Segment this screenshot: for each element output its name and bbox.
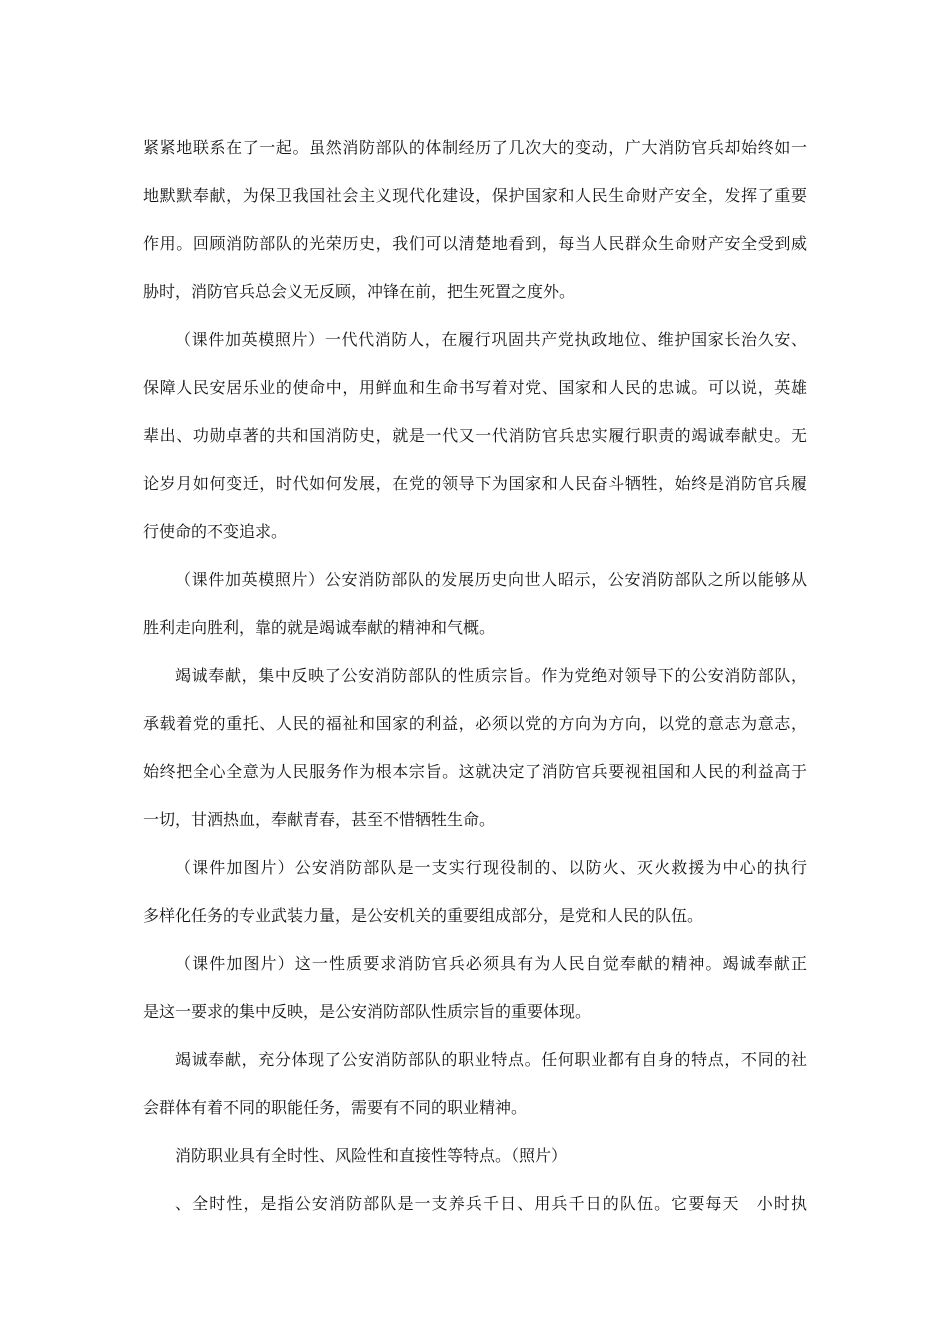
text-line: 始终把全心全意为人民服务作为根本宗旨。这就决定了消防官兵要视祖国和人民的利益高于 (143, 762, 807, 781)
text-line: 承载着党的重托、人民的福祉和国家的利益，必须以党的方向为方向，以党的意志为意志， (143, 714, 807, 733)
text-line: 行使命的不变追求。 (143, 522, 288, 541)
paragraph (143, 1036, 807, 1132)
text-line: （课件加图片）公安消防部队是一支实行现役制的、以防火、灭火救援为中心的执行 (175, 858, 807, 877)
text-line: 竭诚奉献，集中反映了公安消防部队的性质宗旨。作为党绝对领导下的公安消防部队， (175, 666, 807, 685)
text-line: 会群体有着不同的职能任务，需要有不同的职业精神。 (143, 1098, 528, 1117)
text-line: 论岁月如何变迁，时代如何发展，在党的领导下为国家和人民奋斗牺牲，始终是消防官兵履 (143, 474, 807, 493)
text-line: （课件加英模照片）公安消防部队的发展历史向世人昭示，公安消防部队之所以能够从 (175, 570, 807, 589)
text-line: 、全时性，是指公安消防部队是一支养兵千日、用兵千日的队伍。它要每天 小时执 (175, 1194, 807, 1213)
text-line: 胜利走向胜利，靠的就是竭诚奉献的精神和气概。 (143, 618, 496, 637)
paragraph (143, 940, 807, 1036)
paragraph (143, 556, 807, 652)
paragraph (143, 124, 807, 316)
text-line: 消防职业具有全时性、风险性和直接性等特点。（照片） (175, 1146, 568, 1165)
text-line: 保障人民安居乐业的使命中，用鲜血和生命书写着对党、国家和人民的忠诚。可以说，英雄 (143, 378, 807, 397)
paragraph (143, 844, 807, 940)
document-body (143, 124, 807, 1228)
text-line: 多样化任务的专业武装力量，是公安机关的重要组成部分，是党和人民的队伍。 (143, 906, 704, 925)
text-line: 一切，甘洒热血，奉献青春，甚至不惜牺牲生命。 (143, 810, 496, 829)
text-line: （课件加英模照片）一代代消防人，在履行巩固共产党执政地位、维护国家长治久安、 (175, 330, 807, 349)
text-line: 辈出、功勋卓著的共和国消防史，就是一代又一代消防官兵忠实履行职责的竭诚奉献史。无 (143, 426, 807, 445)
text-line: 作用。回顾消防部队的光荣历史，我们可以清楚地看到，每当人民群众生命财产安全受到威 (143, 234, 807, 253)
text-line: 地默默奉献，为保卫我国社会主义现代化建设，保护国家和人民生命财产安全，发挥了重要 (143, 186, 807, 205)
text-line: （课件加图片）这一性质要求消防官兵必须具有为人民自觉奉献的精神。竭诚奉献正 (175, 954, 807, 973)
paragraph (143, 316, 807, 556)
text-line: 紧紧地联系在了一起。虽然消防部队的体制经历了几次大的变动，广大消防官兵却始终如一 (143, 138, 807, 157)
text-line: 竭诚奉献，充分体现了公安消防部队的职业特点。任何职业都有自身的特点，不同的社 (175, 1050, 807, 1069)
text-line: 是这一要求的集中反映，是公安消防部队性质宗旨的重要体现。 (143, 1002, 592, 1021)
paragraph (143, 1132, 807, 1180)
text-line: 胁时，消防官兵总会义无反顾，冲锋在前，把生死置之度外。 (143, 282, 576, 301)
paragraph (143, 1180, 807, 1228)
paragraph (143, 652, 807, 844)
